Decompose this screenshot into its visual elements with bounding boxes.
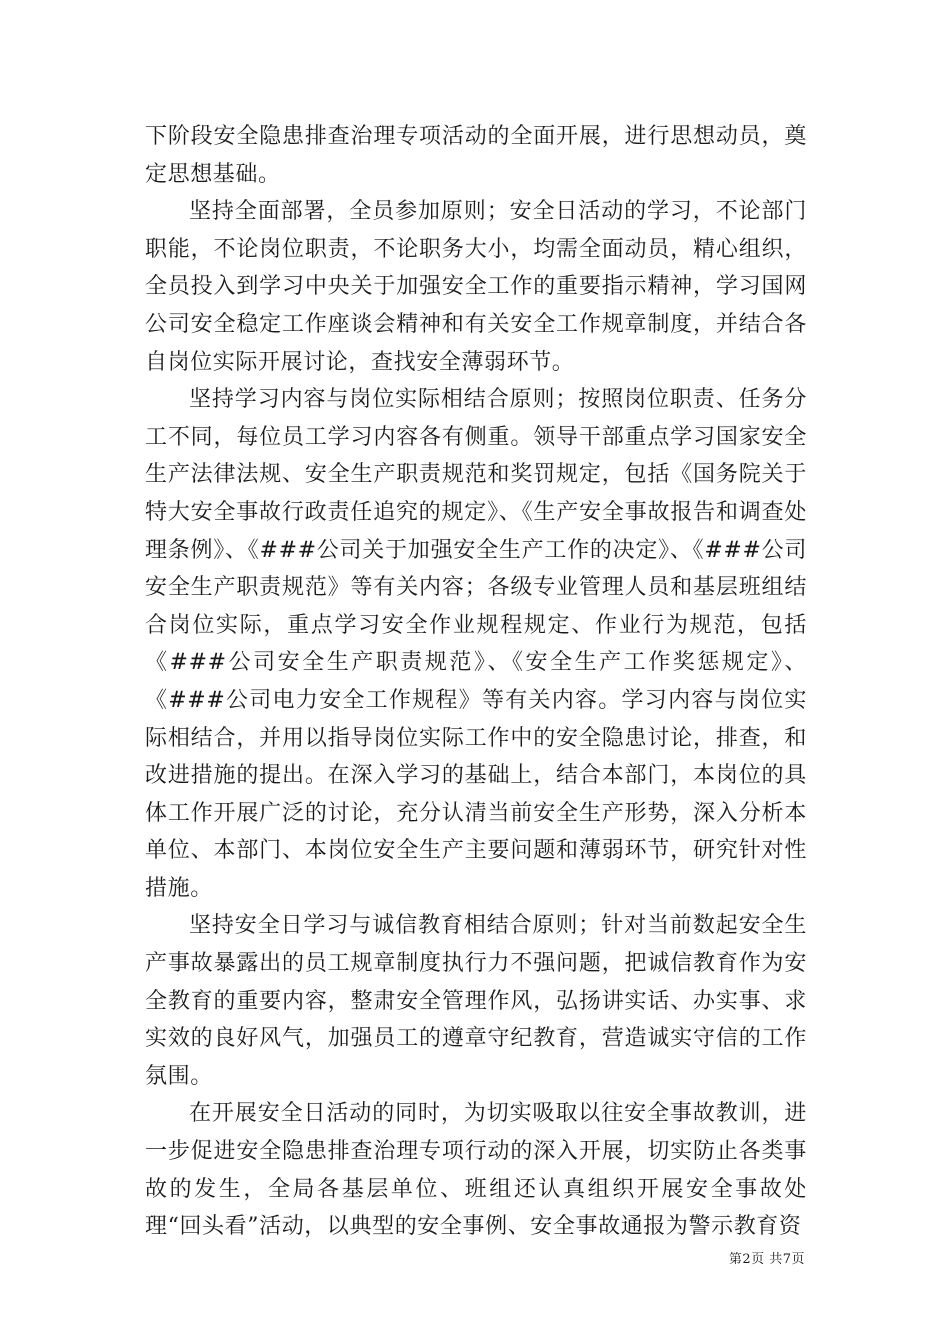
paragraph-principle-integrity-education: 坚持安全日学习与诚信教育相结合原则；针对当前数起安全生产事故暴露出的员工规章制度执行力不强问题，把诚信教育作为安全教育的重要内容，整肃安全管理作风，弘扬讲实话、办实事、求实效的良好风气，加强员工的遵章守纪教育，营造诚实守信的工作氛围。 [145,913,807,1089]
paragraph-principle-study-with-practice: 坚持学习内容与岗位实际相结合原则；按照岗位职责、任务分工不同，每位员工学习内容各有侧重。领导干部重点学习国家安全生产法律法规、安全生产职责规范和奖罚规定，包括《国务院关于特大安全事故行政责任追究的规定》、《生产安全事故报告和调查处理条例》、《###公司关于加强安全生产工作的决定》、《###公司安全生产职责规范》等有关内容；各级专业管理人员和基层班组结合岗位实际，重点学习安全作业规程规定、作业行为规范，包括《###公司安全生产职责规范》、《安全生产工作奖惩规定》、《###公司电力安全工作规程》等有关内容。学习内容与岗位实际相结合，并用以指导岗位实际工作中的安全隐患讨论，排查，和改进措施的提出。在深入学习的基础上，结合本部门，本岗位的具体工作开展广泛的讨论，充分认清当前安全生产形势，深入分析本单位、本部门、本岗位安全生产主要问题和薄弱环节，研究针对性措施。 [145,387,807,901]
page-number: 第2页 共7页 [728,1252,805,1267]
paragraph-continued: 下阶段安全隐患排查治理专项活动的全面开展，进行思想动员，奠定思想基础。 [145,124,807,187]
paragraph-principle-full-participation: 坚持全面部署，全员参加原则；安全日活动的学习，不论部门职能，不论岗位职责，不论职务大小，均需全面动员，精心组织，全员投入到学习中央关于加强安全工作的重要指示精神，学习国网公司安全稳定工作座谈会精神和有关安全工作规章制度，并结合各自岗位实际开展讨论，查找安全薄弱环节。 [145,199,807,375]
paragraph-look-back-activity: 在开展安全日活动的同时，为切实吸取以往安全事故教训，进一步促进安全隐患排查治理专项行动的深入开展，切实防止各类事故的发生，全局各基层单位、班组还认真组织开展安全事故处理“回头看”活动，以典型的安全事例、安全事故通报为警示教育资 [145,1101,807,1240]
document-body [145,118,807,1246]
